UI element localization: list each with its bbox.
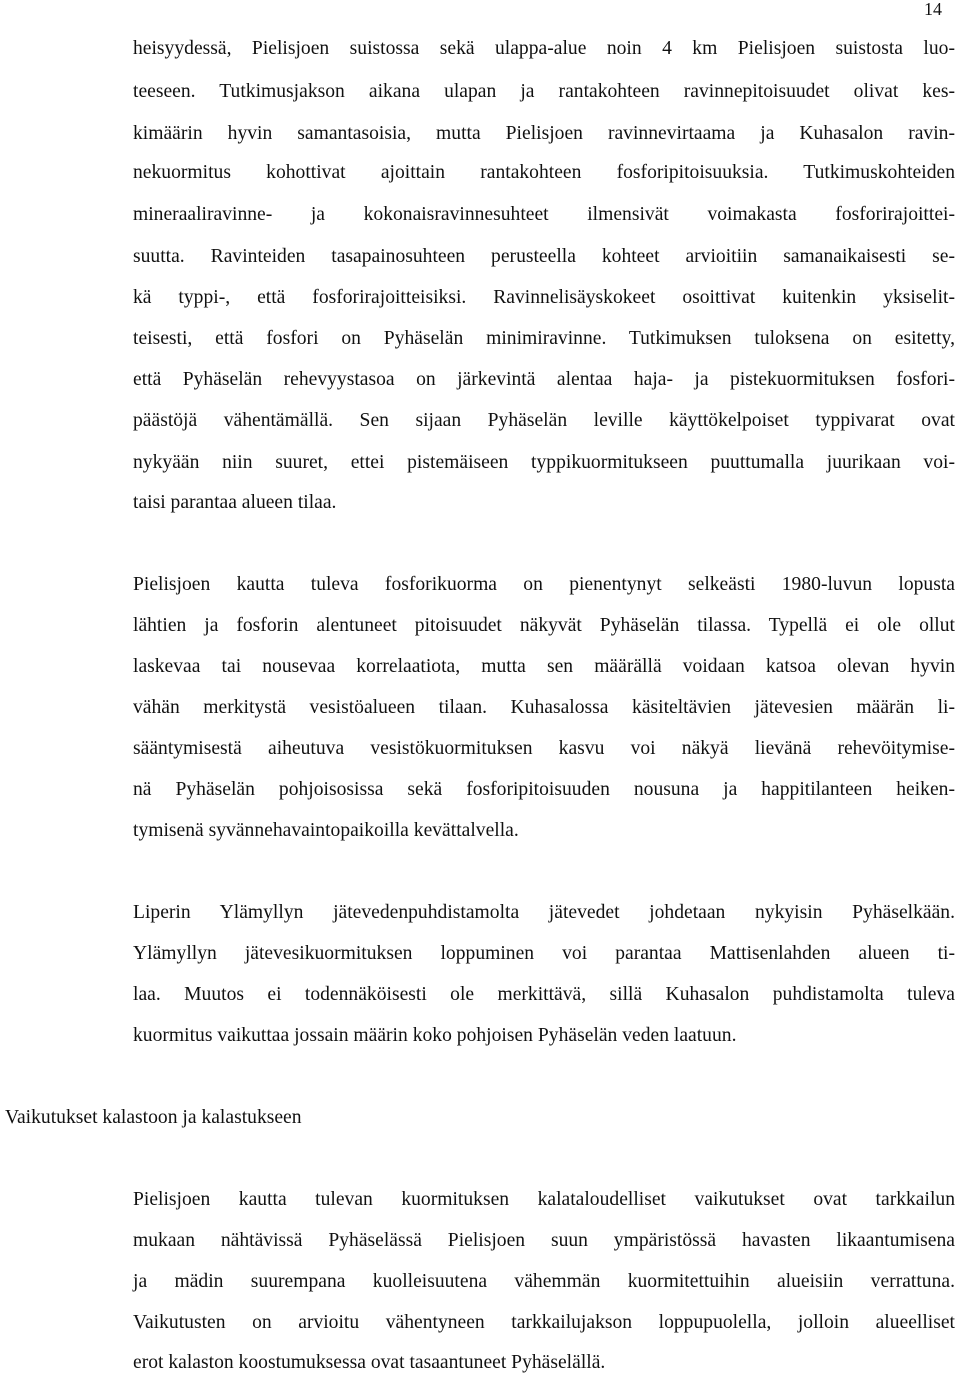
text-line: lähtien ja fosforin alentuneet pitoisuudet näkyvät Pyhäselän tilassa. Typellä ei ole ollut: [133, 615, 955, 636]
text-line: päästöjä vähentämällä. Sen sijaan Pyhäselän leville käyttökelpoiset typpivarat ovat: [133, 410, 955, 431]
text-line: suutta. Ravinteiden tasapainosuhteen perusteella kohteet arvioitiin samanaikaisesti se-: [133, 246, 955, 267]
text-line: Ylämyllyn jätevesikuormituksen loppuminen voi parantaa Mattisenlahden alueen ti-: [133, 943, 955, 964]
text-line: kuormitus vaikuttaa jossain määrin koko pohjoisen Pyhäselän veden laatuun.: [133, 1025, 737, 1046]
text-line: tymisenä syvännehavaintopaikoilla kevättalvella.: [133, 820, 519, 841]
section-heading: Vaikutukset kalastoon ja kalastukseen: [5, 1107, 302, 1128]
text-line: laskevaa tai nousevaa korrelaatiota, mutta sen määrällä voidaan katsoa olevan hyvin: [133, 656, 955, 677]
text-line: erot kalaston koostumuksessa ovat tasaantuneet Pyhäselällä.: [133, 1352, 606, 1373]
text-line: teisesti, että fosfori on Pyhäselän minimiravinne. Tutkimuksen tuloksena on esitetty,: [133, 328, 955, 349]
text-line: vähän merkitystä vesistöalueen tilaan. Kuhasalossa käsiteltävien jätevesien määrän li-: [133, 697, 955, 718]
text-line: Vaikutusten on arvioitu vähentyneen tarkkailujakson loppupuolella, jolloin alueelliset: [133, 1312, 955, 1333]
text-line: Pielisjoen kautta tulevan kuormituksen kalataloudelliset vaikutukset ovat tarkkailun: [133, 1189, 955, 1210]
text-line: taisi parantaa alueen tilaa.: [133, 492, 337, 513]
text-line: Pielisjoen kautta tuleva fosforikuorma on pienentynyt selkeästi 1980-luvun lopusta: [133, 574, 955, 595]
text-line: nykyään niin suuret, ettei pistemäiseen typpikuormitukseen puuttumalla juurikaan voi-: [133, 452, 955, 473]
text-line: teeseen. Tutkimusjakson aikana ulapan ja rantakohteen ravinnepitoisuudet olivat kes-: [133, 81, 955, 102]
text-line: nä Pyhäselän pohjoisosissa sekä fosforipitoisuuden nousuna ja happitilanteen heiken-: [133, 779, 955, 800]
text-line: että Pyhäselän rehevyystasoa on järkevintä alentaa haja- ja pistekuormituksen fosfori-: [133, 369, 955, 390]
text-line: heisyydessä, Pielisjoen suistossa sekä ulappa-alue noin 4 km Pielisjoen suistosta luo-: [133, 38, 955, 59]
text-line: laa. Muutos ei todennäköisesti ole merkittävä, sillä Kuhasalon puhdistamolta tuleva: [133, 984, 955, 1005]
page-number: 14: [924, 0, 942, 19]
text-line: kä typpi-, että fosforirajoitteisiksi. Ravinnelisäyskokeet osoittivat kuitenkin yksiselit-: [133, 287, 955, 308]
text-line: Liperin Ylämyllyn jätevedenpuhdistamolta jätevedet johdetaan nykyisin Pyhäselkään.: [133, 902, 955, 923]
text-line: mineraaliravinne- ja kokonaisravinnesuhteet ilmensivät voimakasta fosforirajoittei-: [133, 204, 955, 225]
text-line: ja mädin suurempana kuolleisuutena vähemmän kuormitettuihin alueisiin verrattuna.: [133, 1271, 955, 1292]
text-line: sääntymisestä aiheutuva vesistökuormituksen kasvu voi näkyä lievänä rehevöitymise-: [133, 738, 955, 759]
text-line: kimäärin hyvin samantasoisia, mutta Pielisjoen ravinnevirtaama ja Kuhasalon ravin-: [133, 123, 955, 144]
text-line: mukaan nähtävissä Pyhäselässä Pielisjoen suun ympäristössä havasten likaantumisena: [133, 1230, 955, 1251]
text-line: nekuormitus kohottivat ajoittain rantakohteen fosforipitoisuuksia. Tutkimuskohteiden: [133, 162, 955, 183]
